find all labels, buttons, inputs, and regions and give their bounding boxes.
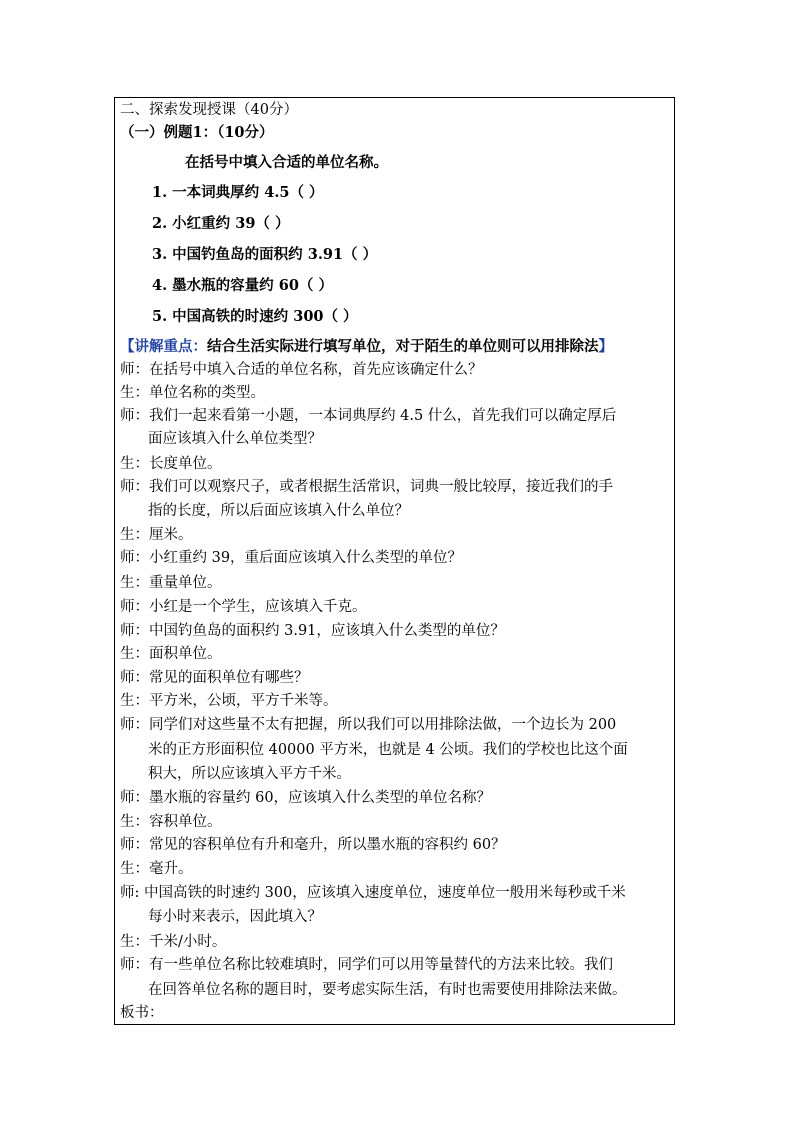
dialogue-line: 师：常见的容积单位有升和毫升，所以墨水瓶的容积约 60？ [120,837,506,853]
instruction: 在括号中填入合适的单位名称。 [185,154,388,171]
key-point-label: 【讲解重点： [120,338,207,355]
question-item: 3. 中国钓鱼岛的面积约 3.91（ ） [152,246,378,263]
dialogue-line: 积大，所以应该填入平方千米。 [148,766,351,782]
key-point [120,338,613,356]
dialogue-line: 生：厘米。 [120,527,193,543]
dialogue-line: 每小时来表示，因此填入？ [148,909,322,925]
key-point-end: 】 [598,338,613,355]
example-title: （一）例题1：（10分） [120,124,274,141]
dialogue-line: 师：在括号中填入合适的单位名称，首先应该确定什么？ [120,362,483,378]
dialogue-line: 指的长度，所以后面应该填入什么单位？ [148,503,409,519]
dialogue-line: 生：重量单位。 [120,575,222,591]
dialogue-line: 米的正方形面积位 40000 平方米，也就是 4 公顷。我们的学校也比这个面 [148,742,628,758]
dialogue-line: 师: 中国高铁的时速约 300，应该填入速度单位，速度单位一般用米每秒或千米 [120,885,626,901]
dialogue-line: 生：毫升。 [120,861,193,877]
dialogue-line: 师：有一些单位名称比较难填时，同学们可以用等量替代的方法来比较。我们 [120,957,613,973]
dialogue-line: 师：小红是一个学生，应该填入千克。 [120,599,367,615]
question-item: 2. 小红重约 39（ ） [152,215,290,232]
key-point-text: 结合生活实际进行填写单位，对于陌生的单位则可以用排除法 [207,338,599,355]
dialogue-line: 在回答单位名称的题目时，要考虑实际生活，有时也需要使用排除法来做。 [148,982,627,998]
dialogue-line: 生：单位名称的类型。 [120,385,265,401]
section-title: 二、探索发现授课（40分） [120,102,298,118]
dialogue-line: 师：我们一起来看第一小题，一本词典厚约 4.5 什么，首先我们可以确定厚后 [120,408,617,424]
dialogue-line: 师：我们可以观察尺子，或者根据生活常识，词典一般比较厚，接近我们的手 [120,479,613,495]
dialogue-line: 生：平方米，公顷，平方千米等。 [120,693,338,709]
dialogue-line: 师：小红重约 39，重后面应该填入什么类型的单位？ [120,550,463,566]
question-item: 1. 一本词典厚约 4.5（ ） [152,184,324,201]
dialogue-line: 生：容积单位。 [120,814,222,830]
dialogue-line: 面应该填入什么单位类型？ [148,431,322,447]
dialogue-line: 师：中国钓鱼岛的面积约 3.91，应该填入什么类型的单位？ [120,623,505,639]
dialogue-line: 师：同学们对这些量不太有把握，所以我们可以用排除法做，一个边长为 200 [120,717,617,733]
question-item: 4. 墨水瓶的容量约 60（ ） [152,277,333,294]
dialogue-line: 生：千米/小时。 [120,934,227,950]
dialogue-line: 生：长度单位。 [120,456,222,472]
dialogue-line: 师：墨水瓶的容量约 60，应该填入什么类型的单位名称？ [120,790,492,806]
dialogue-line: 生：面积单位。 [120,646,222,662]
board-notes-label: 板书： [120,1005,164,1021]
dialogue-line: 师：常见的面积单位有哪些？ [120,670,309,686]
question-item: 5. 中国高铁的时速约 300（ ） [152,308,358,325]
